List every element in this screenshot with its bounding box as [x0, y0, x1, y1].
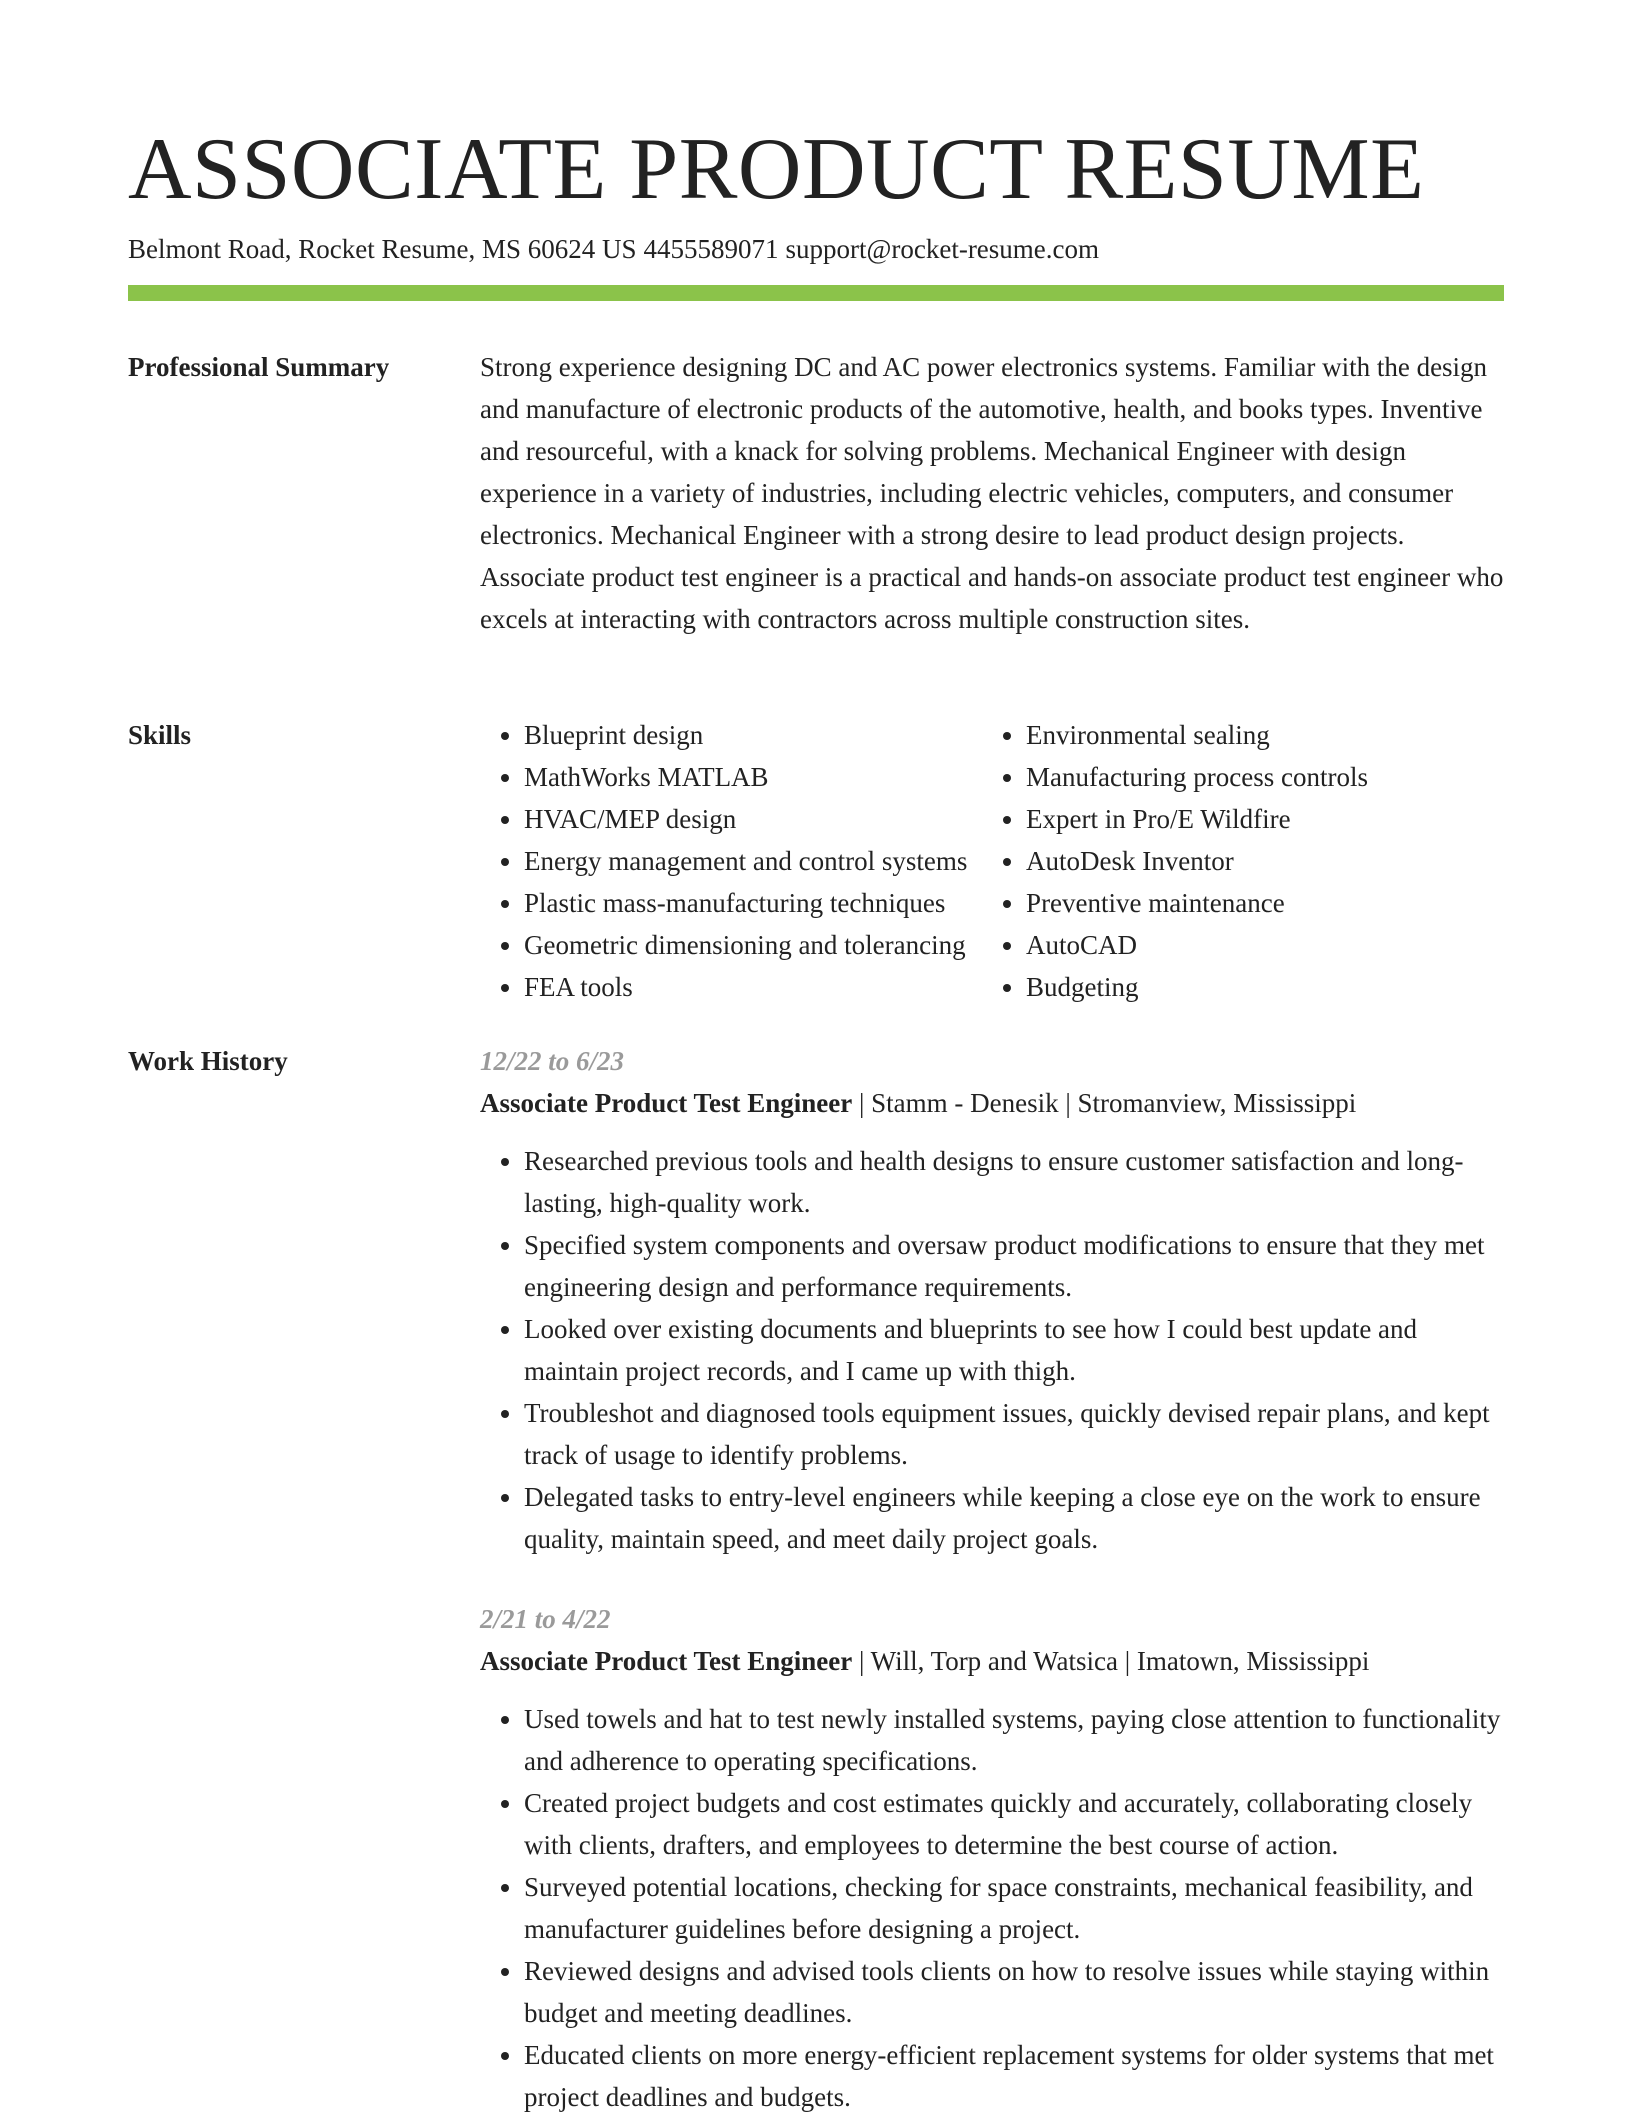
job-entry [480, 1040, 1504, 1560]
job-bullet: • Created project budgets and cost estimates quickly and accurately, collaborating closely with clients, drafters, and employees to determine the best course of action. [524, 1782, 1504, 1866]
skill-item: • AutoCAD [1026, 924, 1504, 966]
skill-item: • Expert in Pro/E Wildfire [1026, 798, 1504, 840]
skill-item: • Plastic mass-manufacturing techniques [524, 882, 982, 924]
job-bullet: • Surveyed potential locations, checking for space constraints, mechanical feasibility, and manufacturer guidelines before designing a project. [524, 1866, 1504, 1950]
job-dates: 12/22 to 6/23 [480, 1046, 625, 1076]
skill-item: • Environmental sealing [1026, 714, 1504, 756]
header-divider [128, 285, 1504, 301]
job-bullet: • Delegated tasks to entry-level engineers while keeping a close eye on the work to ensure quality, maintain speed, and meet daily project goals. [524, 1476, 1504, 1560]
skill-item: • MathWorks MATLAB [524, 756, 982, 798]
skill-item: • Blueprint design [524, 714, 982, 756]
work-history-body [480, 1040, 1504, 2118]
job-bullets [480, 1140, 1504, 1560]
contact-email: support@rocket-resume.com [785, 234, 1100, 264]
summary-body [480, 346, 1504, 640]
contact-line [128, 231, 1099, 267]
skill-item: • Manufacturing process controls [1026, 756, 1504, 798]
contact-phone: 4455589071 [643, 234, 779, 264]
job-bullet: • Specified system components and oversaw product modifications to ensure that they met engineering design and performance requirements. [524, 1224, 1504, 1308]
job-title: Associate Product Test Engineer [480, 1646, 853, 1676]
resume-title: ASSOCIATE PRODUCT RESUME [128, 121, 1425, 218]
skills-body [480, 714, 1504, 1008]
skills-list-right [982, 714, 1504, 1008]
job-dates: 2/21 to 4/22 [480, 1604, 611, 1634]
job-role-line [480, 1640, 1504, 1682]
skill-item: • Geometric dimensioning and tolerancing [524, 924, 982, 966]
skill-item: • Budgeting [1026, 966, 1504, 1008]
job-bullet: • Troubleshot and diagnosed tools equipment issues, quickly devised repair plans, and kept track of usage to identify problems. [524, 1392, 1504, 1476]
skills-list-left [480, 714, 982, 1008]
skill-item: • HVAC/MEP design [524, 798, 982, 840]
job-bullet: • Used towels and hat to test newly installed systems, paying close attention to functionality and adherence to operating specifications. [524, 1698, 1504, 1782]
job-bullet: • Researched previous tools and health designs to ensure customer satisfaction and long-lasting, high-quality work. [524, 1140, 1504, 1224]
skill-item: • Energy management and control systems [524, 840, 982, 882]
skill-item: • FEA tools [524, 966, 982, 1008]
contact-address: Belmont Road, Rocket Resume, MS 60624 US [128, 234, 637, 264]
job-bullet: • Looked over existing documents and blueprints to see how I could best update and maintain project records, and I came up with thigh. [524, 1308, 1504, 1392]
summary-text: Strong experience designing DC and AC power electronics systems. Familiar with the design and manufacture of electronic products of the automotive, health, and books types. Inventive and resourceful, with a knack for solving problems. Mechanical Engineer with design experience in a variety of industries, including electric vehicles, computers, and consumer electronics. Mechanical Engineer with a strong desire to lead product design projects. Associate product test engineer is a practical and hands-on associate product test engineer who excels at interacting with contractors across multiple construction sites. [480, 352, 1504, 634]
work-history-heading: Work History [128, 1046, 288, 1076]
skills-heading: Skills [128, 720, 192, 750]
skill-item: • Preventive maintenance [1026, 882, 1504, 924]
job-bullets [480, 1698, 1504, 2118]
job-bullet: • Educated clients on more energy-efficient replacement systems for older systems that met project deadlines and budgets. [524, 2034, 1504, 2118]
job-company-location: | Stamm - Denesik | Stromanview, Mississippi [852, 1088, 1357, 1118]
skill-item: • AutoDesk Inventor [1026, 840, 1504, 882]
job-company-location: | Will, Torp and Watsica | Imatown, Mississippi [852, 1646, 1370, 1676]
job-role-line [480, 1082, 1504, 1124]
summary-heading: Professional Summary [128, 352, 390, 382]
job-title: Associate Product Test Engineer [480, 1088, 853, 1118]
job-bullet: • Reviewed designs and advised tools clients on how to resolve issues while staying within budget and meeting deadlines. [524, 1950, 1504, 2034]
job-entry [480, 1598, 1504, 2118]
